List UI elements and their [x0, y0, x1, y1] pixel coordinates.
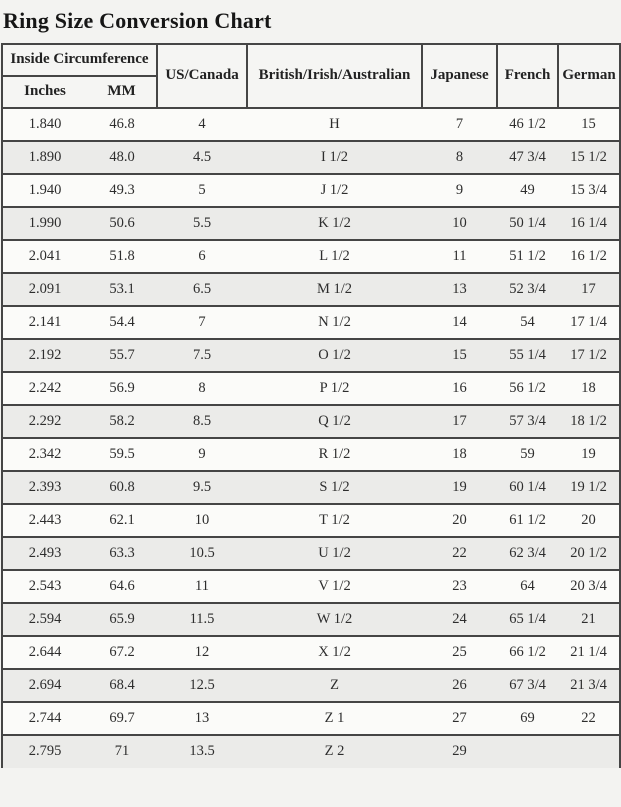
- cell-inches: 2.242: [2, 372, 87, 405]
- cell-french: 46 1/2: [497, 108, 558, 141]
- cell-us-canada: 10: [157, 504, 247, 537]
- cell-us-canada: 12: [157, 636, 247, 669]
- cell-inches: 2.292: [2, 405, 87, 438]
- cell-japanese: 18: [422, 438, 497, 471]
- cell-us-canada: 4: [157, 108, 247, 141]
- cell-mm: 54.4: [87, 306, 157, 339]
- header-inches: Inches: [2, 76, 87, 108]
- cell-japanese: 17: [422, 405, 497, 438]
- cell-french: 49: [497, 174, 558, 207]
- cell-mm: 71: [87, 735, 157, 768]
- cell-british: Z: [247, 669, 422, 702]
- cell-mm: 49.3: [87, 174, 157, 207]
- ring-size-conversion-table: [1, 43, 621, 768]
- cell-us-canada: 11.5: [157, 603, 247, 636]
- cell-french: 59: [497, 438, 558, 471]
- cell-french: 64: [497, 570, 558, 603]
- table-row: [2, 339, 620, 372]
- table-row: [2, 537, 620, 570]
- cell-mm: 63.3: [87, 537, 157, 570]
- header-mm: MM: [87, 76, 157, 108]
- cell-us-canada: 5.5: [157, 207, 247, 240]
- cell-german: 20: [558, 504, 620, 537]
- cell-inches: 2.744: [2, 702, 87, 735]
- cell-british: K 1/2: [247, 207, 422, 240]
- cell-british: Z 2: [247, 735, 422, 768]
- cell-french: 57 3/4: [497, 405, 558, 438]
- cell-german: 17 1/4: [558, 306, 620, 339]
- cell-french: 62 3/4: [497, 537, 558, 570]
- cell-mm: 53.1: [87, 273, 157, 306]
- cell-japanese: 8: [422, 141, 497, 174]
- cell-german: 21: [558, 603, 620, 636]
- cell-french: [497, 735, 558, 768]
- cell-us-canada: 9.5: [157, 471, 247, 504]
- cell-french: 60 1/4: [497, 471, 558, 504]
- header-british-irish-australian: British/Irish/Australian: [247, 44, 422, 108]
- table-row: [2, 372, 620, 405]
- cell-french: 51 1/2: [497, 240, 558, 273]
- cell-french: 61 1/2: [497, 504, 558, 537]
- cell-mm: 50.6: [87, 207, 157, 240]
- cell-inches: 2.393: [2, 471, 87, 504]
- cell-mm: 65.9: [87, 603, 157, 636]
- cell-british: Q 1/2: [247, 405, 422, 438]
- cell-german: [558, 735, 620, 768]
- cell-british: O 1/2: [247, 339, 422, 372]
- cell-british: P 1/2: [247, 372, 422, 405]
- cell-british: H: [247, 108, 422, 141]
- cell-us-canada: 8.5: [157, 405, 247, 438]
- table-row: [2, 405, 620, 438]
- cell-british: V 1/2: [247, 570, 422, 603]
- table-row: [2, 570, 620, 603]
- cell-us-canada: 8: [157, 372, 247, 405]
- table-header: [2, 44, 620, 108]
- cell-german: 22: [558, 702, 620, 735]
- cell-mm: 67.2: [87, 636, 157, 669]
- cell-mm: 69.7: [87, 702, 157, 735]
- cell-mm: 51.8: [87, 240, 157, 273]
- cell-german: 19: [558, 438, 620, 471]
- table-row: [2, 174, 620, 207]
- cell-mm: 58.2: [87, 405, 157, 438]
- cell-british: X 1/2: [247, 636, 422, 669]
- cell-french: 65 1/4: [497, 603, 558, 636]
- cell-us-canada: 13: [157, 702, 247, 735]
- header-inside-circumference: Inside Circumference: [2, 44, 157, 76]
- cell-inches: 2.795: [2, 735, 87, 768]
- table-row: [2, 306, 620, 339]
- cell-inches: 2.543: [2, 570, 87, 603]
- cell-british: Z 1: [247, 702, 422, 735]
- cell-german: 16 1/4: [558, 207, 620, 240]
- cell-inches: 2.694: [2, 669, 87, 702]
- cell-japanese: 29: [422, 735, 497, 768]
- cell-mm: 68.4: [87, 669, 157, 702]
- cell-japanese: 10: [422, 207, 497, 240]
- cell-inches: 1.940: [2, 174, 87, 207]
- cell-british: T 1/2: [247, 504, 422, 537]
- cell-japanese: 20: [422, 504, 497, 537]
- cell-japanese: 13: [422, 273, 497, 306]
- cell-mm: 59.5: [87, 438, 157, 471]
- cell-french: 55 1/4: [497, 339, 558, 372]
- table-row: [2, 702, 620, 735]
- cell-british: W 1/2: [247, 603, 422, 636]
- cell-german: 15 1/2: [558, 141, 620, 174]
- cell-us-canada: 9: [157, 438, 247, 471]
- cell-japanese: 25: [422, 636, 497, 669]
- cell-inches: 2.594: [2, 603, 87, 636]
- table-row: [2, 471, 620, 504]
- table-row: [2, 273, 620, 306]
- cell-inches: 2.141: [2, 306, 87, 339]
- table-row: [2, 240, 620, 273]
- cell-inches: 2.342: [2, 438, 87, 471]
- cell-mm: 60.8: [87, 471, 157, 504]
- cell-japanese: 11: [422, 240, 497, 273]
- cell-inches: 2.443: [2, 504, 87, 537]
- cell-british: M 1/2: [247, 273, 422, 306]
- cell-japanese: 27: [422, 702, 497, 735]
- cell-french: 54: [497, 306, 558, 339]
- cell-japanese: 9: [422, 174, 497, 207]
- cell-german: 21 3/4: [558, 669, 620, 702]
- cell-mm: 62.1: [87, 504, 157, 537]
- header-us-canada: US/Canada: [157, 44, 247, 108]
- cell-mm: 48.0: [87, 141, 157, 174]
- cell-german: 20 3/4: [558, 570, 620, 603]
- cell-inches: 2.041: [2, 240, 87, 273]
- cell-british: J 1/2: [247, 174, 422, 207]
- cell-us-canada: 6.5: [157, 273, 247, 306]
- cell-german: 19 1/2: [558, 471, 620, 504]
- cell-inches: 2.091: [2, 273, 87, 306]
- cell-german: 18: [558, 372, 620, 405]
- cell-japanese: 26: [422, 669, 497, 702]
- cell-japanese: 16: [422, 372, 497, 405]
- cell-us-canada: 13.5: [157, 735, 247, 768]
- table-row: [2, 504, 620, 537]
- table-row: [2, 669, 620, 702]
- table-body: [2, 108, 620, 768]
- cell-french: 47 3/4: [497, 141, 558, 174]
- cell-french: 66 1/2: [497, 636, 558, 669]
- header-german: German: [558, 44, 620, 108]
- cell-japanese: 19: [422, 471, 497, 504]
- cell-british: R 1/2: [247, 438, 422, 471]
- cell-german: 16 1/2: [558, 240, 620, 273]
- cell-inches: 1.840: [2, 108, 87, 141]
- cell-japanese: 15: [422, 339, 497, 372]
- cell-us-canada: 10.5: [157, 537, 247, 570]
- page-title: Ring Size Conversion Chart: [3, 8, 272, 33]
- header-japanese: Japanese: [422, 44, 497, 108]
- cell-japanese: 22: [422, 537, 497, 570]
- header-row-top: [2, 44, 620, 76]
- cell-mm: 55.7: [87, 339, 157, 372]
- cell-inches: 1.990: [2, 207, 87, 240]
- cell-french: 50 1/4: [497, 207, 558, 240]
- cell-french: 52 3/4: [497, 273, 558, 306]
- header-french: French: [497, 44, 558, 108]
- table-row: [2, 735, 620, 768]
- cell-british: S 1/2: [247, 471, 422, 504]
- cell-german: 20 1/2: [558, 537, 620, 570]
- cell-us-canada: 7: [157, 306, 247, 339]
- cell-german: 15 3/4: [558, 174, 620, 207]
- cell-japanese: 23: [422, 570, 497, 603]
- cell-inches: 1.890: [2, 141, 87, 174]
- table-row: [2, 438, 620, 471]
- table-row: [2, 141, 620, 174]
- cell-german: 18 1/2: [558, 405, 620, 438]
- cell-mm: 46.8: [87, 108, 157, 141]
- cell-british: L 1/2: [247, 240, 422, 273]
- cell-japanese: 7: [422, 108, 497, 141]
- cell-british: U 1/2: [247, 537, 422, 570]
- cell-inches: 2.644: [2, 636, 87, 669]
- cell-mm: 64.6: [87, 570, 157, 603]
- table-row: [2, 636, 620, 669]
- table-row: [2, 207, 620, 240]
- cell-german: 15: [558, 108, 620, 141]
- cell-us-canada: 7.5: [157, 339, 247, 372]
- cell-us-canada: 6: [157, 240, 247, 273]
- cell-french: 56 1/2: [497, 372, 558, 405]
- cell-japanese: 14: [422, 306, 497, 339]
- cell-german: 17 1/2: [558, 339, 620, 372]
- cell-us-canada: 11: [157, 570, 247, 603]
- cell-french: 69: [497, 702, 558, 735]
- cell-japanese: 24: [422, 603, 497, 636]
- cell-german: 21 1/4: [558, 636, 620, 669]
- cell-british: N 1/2: [247, 306, 422, 339]
- cell-us-canada: 12.5: [157, 669, 247, 702]
- cell-inches: 2.493: [2, 537, 87, 570]
- cell-mm: 56.9: [87, 372, 157, 405]
- cell-us-canada: 5: [157, 174, 247, 207]
- cell-us-canada: 4.5: [157, 141, 247, 174]
- cell-inches: 2.192: [2, 339, 87, 372]
- table-row: [2, 603, 620, 636]
- table-row: [2, 108, 620, 141]
- cell-french: 67 3/4: [497, 669, 558, 702]
- cell-british: I 1/2: [247, 141, 422, 174]
- cell-german: 17: [558, 273, 620, 306]
